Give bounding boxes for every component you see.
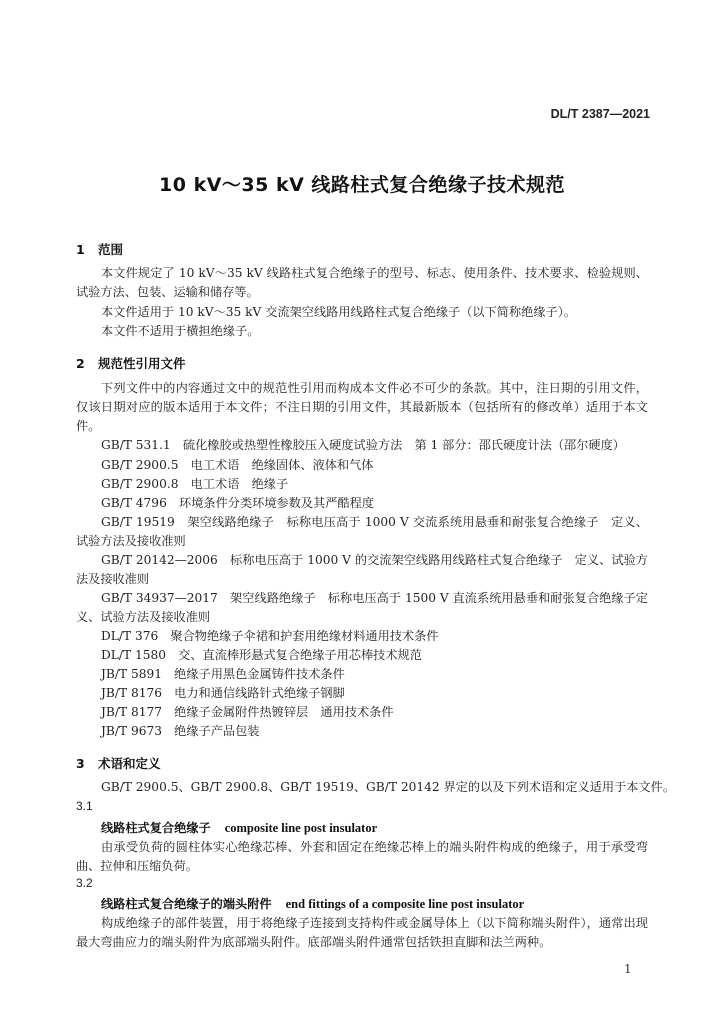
section-2-heading (76, 354, 186, 372)
term-definition: 由承受负荷的圆柱体实心绝缘芯棒、外套和固定在绝缘芯棒上的端头附件构成的绝缘子，用于承受弯曲、拉伸和压缩负荷。 (76, 840, 648, 873)
term-heading (101, 819, 377, 836)
reference-item: DL/T 1580 交、直流棒形悬式复合绝缘子用芯棒技术规范 (101, 648, 422, 662)
scope-paragraph: 本文件适用于 10 kV～35 kV 交流架空线路用线路柱式复合绝缘子（以下简称绝缘子）。 (101, 305, 576, 319)
reference-item: GB/T 34937—2017 架空线路绝缘子 标称电压高于 1500 V 直流系统用悬垂和耐张复合绝缘子定义、试验方法及接收准则 (76, 591, 648, 624)
clause-number: 3.2 (76, 876, 93, 890)
reference-item: GB/T 4796 环境条件分类环境参数及其严酷程度 (101, 496, 375, 510)
scope-paragraph: 本文件规定了 10 kV～35 kV 线路柱式复合绝缘子的型号、标志、使用条件、技术要求、检验规则、试验方法、包装、运输和储存等。 (76, 266, 648, 299)
section-title: 范围 (98, 242, 124, 257)
term-definition: 构成绝缘子的部件装置，用于将绝缘子连接到支持构件或金属导体上（以下简称端头附件），通常出现最大弯曲应力的端头附件为底部端头附件。底部端头附件通常包括铁担直脚和法兰两种。 (76, 916, 648, 949)
section-3-heading (76, 754, 161, 772)
reference-item: JB/T 9673 绝缘子产品包装 (101, 724, 260, 738)
section-number: 1 (76, 242, 85, 257)
section-number: 2 (76, 356, 85, 371)
reference-item: JB/T 5891 绝缘子用黑色金属铸件技术条件 (101, 667, 345, 681)
reference-item: GB/T 19519 架空线路绝缘子 标称电压高于 1000 V 交流系统用悬垂和耐张复合绝缘子 定义、试验方法及接收准则 (76, 515, 648, 548)
page-number: 1 (624, 962, 632, 976)
reference-item: GB/T 2900.8 电工术语 绝缘子 (101, 477, 289, 491)
section-number: 3 (76, 756, 85, 771)
reference-item: GB/T 531.1 硫化橡胶或热塑性橡胶压入硬度试验方法 第 1 部分：邵氏硬度计法（邵尔硬度） (101, 438, 625, 452)
references-intro: 下列文件中的内容通过文中的规范性引用而构成本文件必不可少的条款。其中，注日期的引用文件，仅该日期对应的版本适用于本文件；不注日期的引用文件，其最新版本（包括所有的修改单）适用于本文件。 (76, 381, 648, 433)
section-1-heading (76, 240, 123, 258)
scope-paragraph: 本文件不适用于横担绝缘子。 (101, 324, 260, 338)
standard-code: DL/T 2387—2021 (550, 107, 650, 121)
reference-item: GB/T 20142—2006 标称电压高于 1000 V 的交流架空线路用线路柱式复合绝缘子 定义、试验方法及接收准则 (76, 553, 648, 586)
terms-intro: GB/T 2900.5、GB/T 2900.8、GB/T 19519、GB/T 20142 界定的以及下列术语和定义适用于本文件。 (101, 780, 676, 794)
term-en: composite line post insulator (224, 821, 378, 835)
reference-item: JB/T 8177 绝缘子金属附件热镀锌层 通用技术条件 (101, 705, 394, 719)
reference-item: JB/T 8176 电力和通信线路针式绝缘子钢脚 (101, 686, 345, 700)
term-zh: 线路柱式复合绝缘子的端头附件 (101, 897, 272, 911)
document-title: 10 kV～35 kV 线路柱式复合绝缘子技术规范 (159, 174, 565, 196)
section-title: 规范性引用文件 (98, 356, 186, 371)
clause-number: 3.1 (76, 799, 93, 813)
term-en: end fittings of a composite line post insulator (285, 897, 525, 911)
section-title: 术语和定义 (98, 756, 161, 771)
reference-item: DL/T 376 聚合物绝缘子伞裙和护套用绝缘材料通用技术条件 (101, 629, 439, 643)
reference-item: GB/T 2900.5 电工术语 绝缘固体、液体和气体 (101, 458, 374, 472)
term-heading (101, 895, 524, 912)
term-zh: 线路柱式复合绝缘子 (101, 821, 211, 835)
